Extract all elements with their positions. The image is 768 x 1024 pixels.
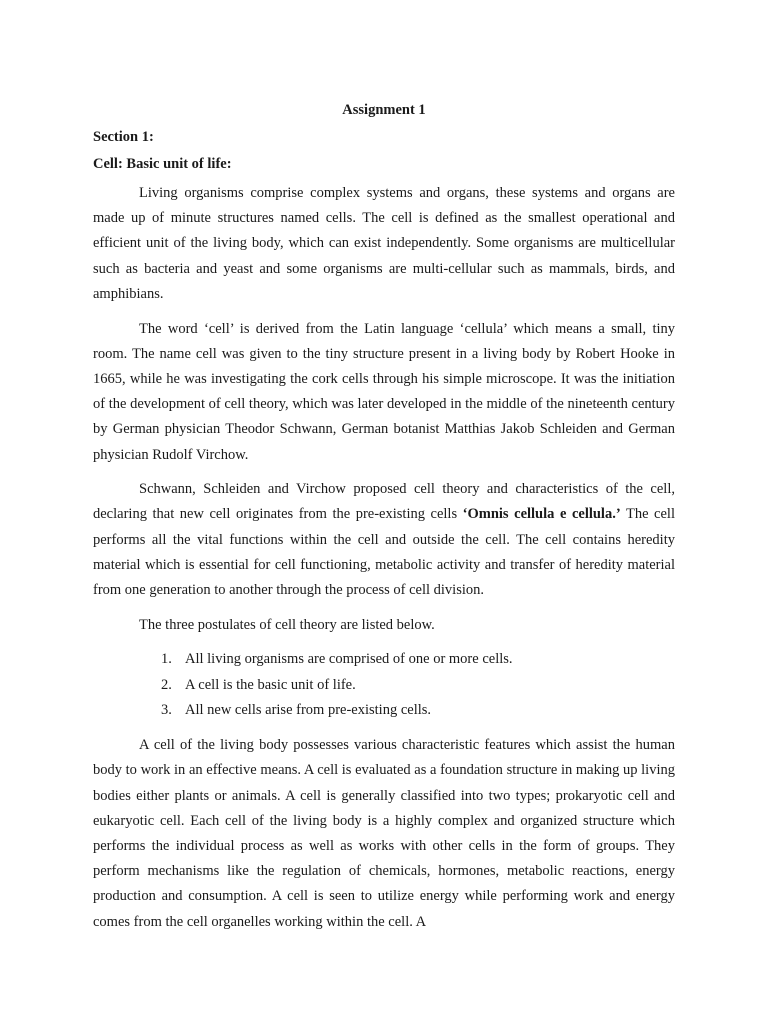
subheading: Cell: Basic unit of life: xyxy=(93,156,232,172)
list-number: 1. xyxy=(161,651,172,668)
paragraph-3 xyxy=(93,477,675,603)
paragraph-3-text: Schwann, Schleiden and Virchow proposed cell theory and characteristics of the cell, declaring that new cell originates from the pre-existing cells xyxy=(93,481,675,523)
document-title: Assignment 1 xyxy=(342,102,426,118)
list-text: All new cells arise from pre-existing cells. xyxy=(185,702,432,719)
list-item xyxy=(93,673,675,698)
list-intro: The three postulates of cell theory are listed below. xyxy=(139,616,435,633)
list-text: All living organisms are comprised of one or more cells. xyxy=(185,651,513,668)
list-text: A cell is the basic unit of life. xyxy=(185,676,356,693)
latin-phrase: ‘Omnis cellula e cellula.’ xyxy=(462,506,621,523)
list-number: 2. xyxy=(161,676,172,693)
list-item xyxy=(93,647,675,672)
paragraph-3-text-cont: The cell performs all the vital functions within the cell and outside the cell. The cell contains heredity material which is essential for cell functioning, metabolic activity and transfer of heredity material from one generation to another through the process of cell division. xyxy=(93,506,675,599)
postulates-list xyxy=(93,647,675,723)
document-page xyxy=(93,100,675,944)
list-item xyxy=(93,698,675,723)
list-number: 3. xyxy=(161,702,172,719)
paragraph-final: A cell of the living body possesses various characteristic features which assist the human body to work in an effective means. A cell is evaluated as a foundation structure in making up living bodies either plants or animals. A cell is generally classified into two types; prokaryotic cell and eukaryotic cell. Each cell of the living body is a highly complex and organized structure which performs the individual process as well as works with other cells in the form of groups. They perform mechanisms like the regulation of chemicals, hormones, metabolic reactions, energy production and consumption. A cell is seen to utilize energy while performing work and energy comes from the cell organelles working within the cell. A xyxy=(93,737,675,930)
section-heading: Section 1: xyxy=(93,129,154,145)
paragraph-2: The word ‘cell’ is derived from the Latin language ‘cellula’ which means a small, tiny room. The name cell was given to the tiny structure present in a living body by Robert Hooke in 1665, while he was investigating the cork cells through his simple microscope. It was the initiation of the development of cell theory, which was later developed in the middle of the nineteenth century by German physician Theodor Schwann, German botanist Matthias Jakob Schleiden and German physician Rudolf Virchow. xyxy=(93,320,675,463)
paragraph-1: Living organisms comprise complex systems and organs, these systems and organs are made up of minute structures named cells. The cell is defined as the smallest operational and efficient unit of the living body, which can exist independently. Some organisms are multicellular such as bacteria and yeast and some organisms are multi-cellular such as mammals, birds, and amphibians. xyxy=(93,185,675,302)
